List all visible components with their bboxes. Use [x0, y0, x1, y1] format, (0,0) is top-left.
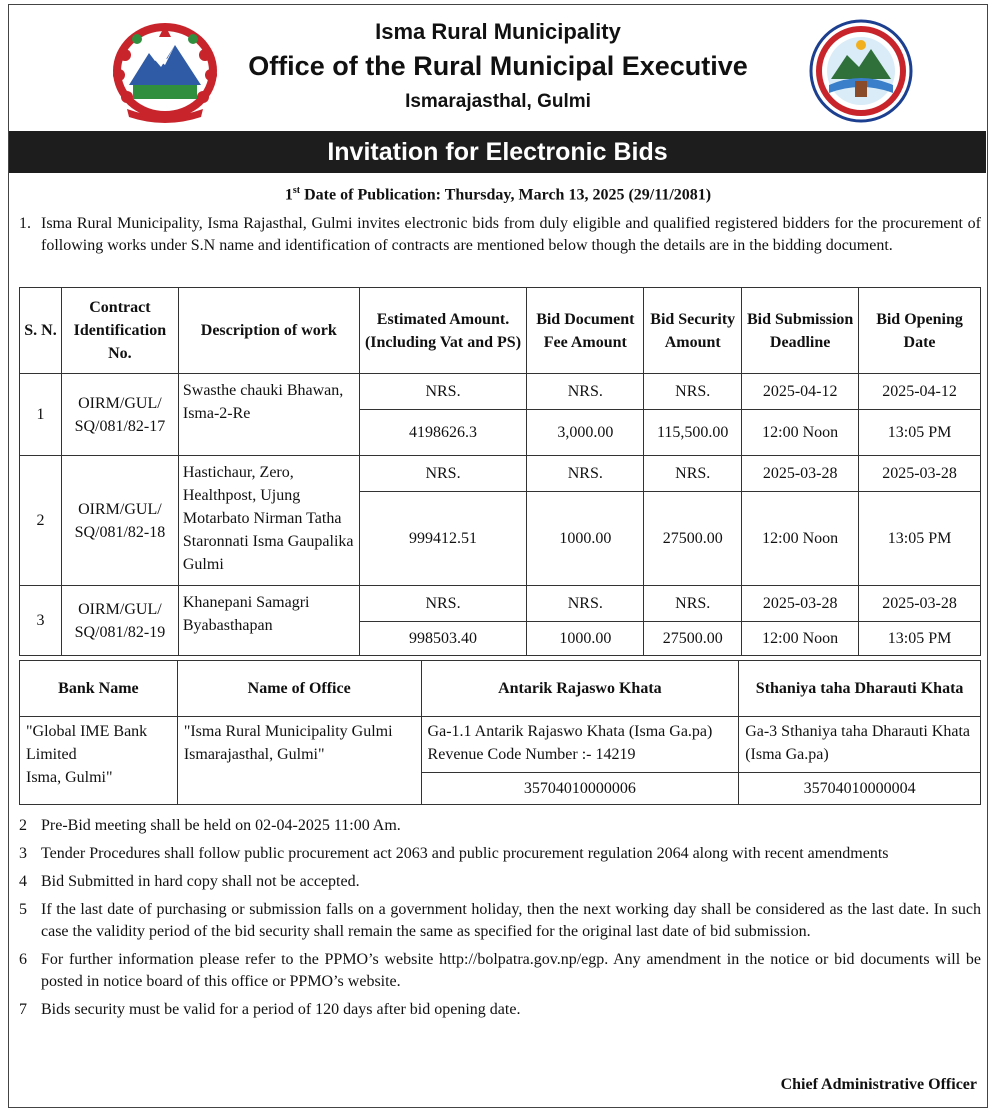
row-security: 115,500.00 [644, 410, 742, 456]
list-item [19, 999, 981, 1021]
publication-ordinal: 1 [284, 186, 293, 204]
row-opening-time: 13:05 PM [859, 492, 981, 586]
row-deadline-date: 2025-03-28 [742, 456, 859, 492]
note-text: Bids security must be valid for a period of 120 days after bid opening date. [41, 1001, 521, 1018]
row-estimate-currency: NRS. [359, 586, 527, 622]
table-row [20, 586, 981, 622]
row-doc-fee: 1000.00 [527, 492, 644, 586]
row-deadline-time: 12:00 Noon [742, 410, 859, 456]
note-text: Tender Procedures shall follow public procurement act 2063 and public procurement regulation 2064 along with recent amendments [41, 845, 889, 862]
header-security: Bid Security Amount [644, 288, 742, 374]
note-text: Bid Submitted in hard copy shall not be accepted. [41, 873, 360, 890]
note-number: 6 [19, 951, 27, 968]
row-description: Swasthe chauki Bhawan, Isma-2-Re [178, 374, 359, 456]
header-contract-id: Contract Identification No. [61, 288, 178, 374]
row-fee-currency: NRS. [527, 586, 644, 622]
row-opening-time: 13:05 PM [859, 410, 981, 456]
note-number: 3 [19, 845, 27, 862]
contract-id-part-b: SQ/081/82-17 [74, 417, 166, 435]
row-deadline-date: 2025-04-12 [742, 374, 859, 410]
row-estimate: 999412.51 [359, 492, 527, 586]
contract-id-part-b: SQ/081/82-19 [74, 623, 166, 641]
office-name-cell [177, 717, 421, 805]
sthaniya-description: Ga-3 Sthaniya taha Dharauti Khata (Isma Ga.pa) [739, 717, 981, 773]
row-opening-time: 13:05 PM [859, 622, 981, 656]
row-opening-date: 2025-03-28 [859, 456, 981, 492]
contract-id-part-a: OIRM/GUL/ [78, 500, 162, 518]
office-name-line2: Ismarajasthal, Gulmi" [183, 746, 325, 763]
table-row [20, 374, 981, 410]
office-name-line1: "Isma Rural Municipality Gulmi [183, 723, 393, 740]
row-description: Hastichaur, Zero, Healthpost, Ujung Motarbato Nirman Tatha Staronnati Isma Gaupalika Gulmi [178, 456, 359, 586]
notice-title-banner: Invitation for Electronic Bids [9, 131, 986, 173]
header-sthaniya-khata: Sthaniya taha Dharauti Khata [739, 661, 981, 717]
row-contract-id [61, 586, 178, 656]
contract-id-part-a: OIRM/GUL/ [78, 600, 162, 618]
list-item [19, 843, 981, 865]
antarik-account-number: 35704010000006 [421, 773, 739, 805]
bank-name [20, 717, 178, 805]
row-opening-date: 2025-03-28 [859, 586, 981, 622]
bank-table [19, 660, 981, 805]
note-number: 4 [19, 873, 27, 890]
row-estimate: 4198626.3 [359, 410, 527, 456]
list-item [19, 949, 981, 993]
row-deadline-time: 12:00 Noon [742, 622, 859, 656]
list-item [19, 899, 981, 943]
header-office-name: Name of Office [177, 661, 421, 717]
publication-ordinal-suffix: st [292, 185, 301, 196]
row-description: Khanepani Samagri Byabasthapan [178, 586, 359, 656]
row-doc-fee: 3,000.00 [527, 410, 644, 456]
list-item [19, 815, 981, 837]
signoff-title: Chief Administrative Officer [780, 1076, 977, 1093]
note-number: 5 [19, 901, 27, 918]
municipality-logo-icon [809, 19, 913, 123]
municipality-name: Isma Rural Municipality [375, 19, 621, 44]
intro-text: Isma Rural Municipality, Isma Rajasthal, Gulmi invites electronic bids from duly eligible and qualified registered bidders for the procurement of following works under S.N name and identification of contracts are mentioned below though the details are in the bidding document. [41, 215, 981, 254]
row-estimate-currency: NRS. [359, 374, 527, 410]
notice-frame [8, 4, 988, 1108]
row-contract-id [61, 456, 178, 586]
intro-number: 1. [19, 215, 31, 232]
publication-date-text: Date of Publication: Thursday, March 13, 2025 (29/11/2081) [304, 186, 712, 204]
note-text: For further information please refer to the PPMO’s website http://bolpatra.gov.np/egp. Any amendment in the notice or bid documents will be posted in notice board of this office or PPMO’s website. [41, 951, 981, 990]
row-fee-currency: NRS. [527, 374, 644, 410]
table-row [20, 717, 981, 773]
row-security-currency: NRS. [644, 586, 742, 622]
row-contract-id [61, 374, 178, 456]
office-location: Ismarajasthal, Gulmi [405, 91, 591, 112]
header-doc-fee: Bid Document Fee Amount [527, 288, 644, 374]
header-bank-name: Bank Name [20, 661, 178, 717]
row-sn: 2 [20, 456, 62, 586]
row-estimate-currency: NRS. [359, 456, 527, 492]
header-estimate: Estimated Amount. (Including Vat and PS) [359, 288, 527, 374]
header-sn: S. N. [20, 288, 62, 374]
row-estimate: 998503.40 [359, 622, 527, 656]
bank-name-line1: "Global IME Bank Limited [26, 723, 148, 763]
note-text: Pre-Bid meeting shall be held on 02-04-2025 11:00 Am. [41, 817, 401, 834]
header-antarik-khata: Antarik Rajaswo Khata [421, 661, 739, 717]
note-number: 2 [19, 817, 27, 834]
bank-name-line2: Isma, Gulmi" [26, 769, 113, 786]
row-deadline-time: 12:00 Noon [742, 492, 859, 586]
bid-table-header-row [20, 288, 981, 374]
header-deadline: Bid Submission Deadline [742, 288, 859, 374]
contract-id-part-a: OIRM/GUL/ [78, 394, 162, 412]
note-number: 7 [19, 1001, 27, 1018]
row-fee-currency: NRS. [527, 456, 644, 492]
office-name: Office of the Rural Municipal Executive [248, 51, 748, 81]
row-security: 27500.00 [644, 492, 742, 586]
bid-table [19, 287, 981, 656]
contract-id-part-b: SQ/081/82-18 [74, 523, 166, 541]
header-description: Description of work [178, 288, 359, 374]
list-item [19, 871, 981, 893]
bank-table-header-row [20, 661, 981, 717]
sthaniya-account-number: 35704010000004 [739, 773, 981, 805]
header-opening: Bid Opening Date [859, 288, 981, 374]
row-sn: 3 [20, 586, 62, 656]
notice-header [9, 5, 987, 131]
antarik-description: Ga-1.1 Antarik Rajaswo Khata (Isma Ga.pa) Revenue Code Number :- 14219 [421, 717, 739, 773]
row-security: 27500.00 [644, 622, 742, 656]
table-row [20, 456, 981, 492]
row-opening-date: 2025-04-12 [859, 374, 981, 410]
row-deadline-date: 2025-03-28 [742, 586, 859, 622]
intro-paragraph [19, 213, 981, 257]
publication-date [9, 185, 987, 204]
row-sn: 1 [20, 374, 62, 456]
note-text: If the last date of purchasing or submission falls on a government holiday, then the next working day shall be considered as the last date. In such case the validity period of the bid security shall remain the same as specified for the original last date of bid submission. [41, 901, 981, 940]
row-security-currency: NRS. [644, 456, 742, 492]
notes-list [19, 815, 981, 1027]
row-security-currency: NRS. [644, 374, 742, 410]
row-doc-fee: 1000.00 [527, 622, 644, 656]
